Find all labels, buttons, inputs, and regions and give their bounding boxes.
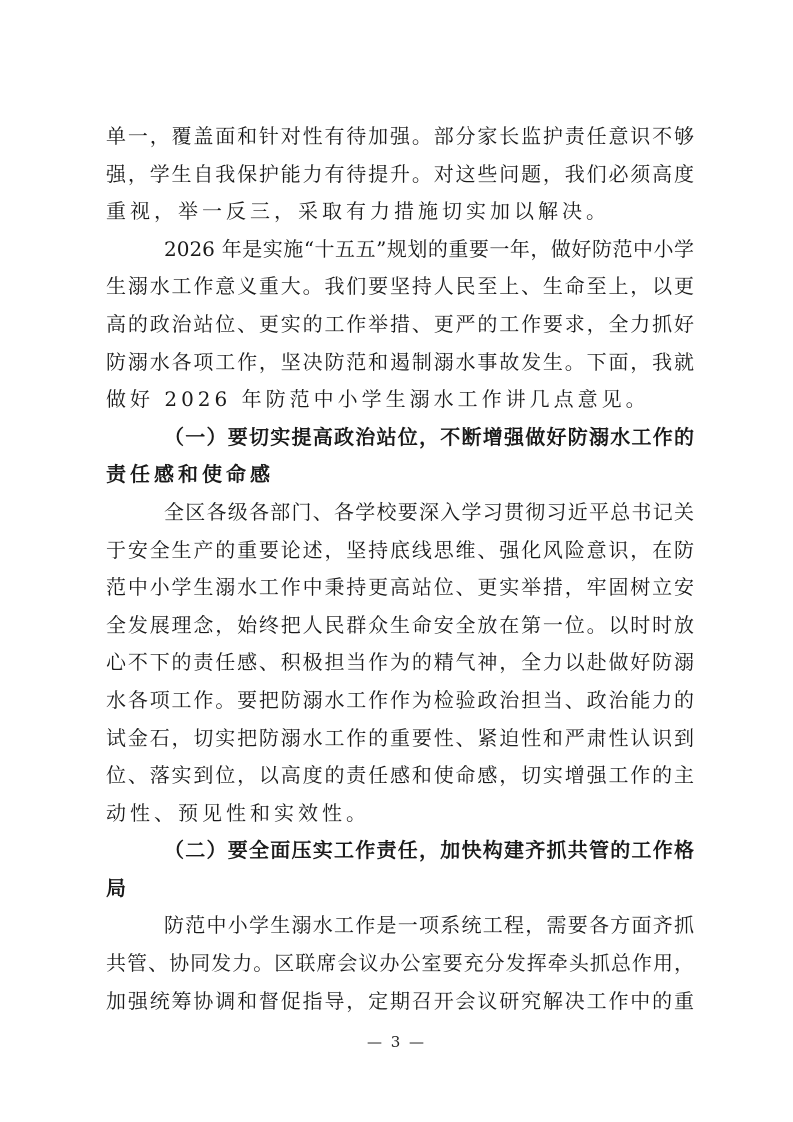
text-line: （一）要切实提高政治站位，不断增强做好防溺水工作的 xyxy=(164,424,694,449)
text-line: 防范中小学生溺水工作是一项系统工程，需要各方面齐抓 xyxy=(164,913,694,938)
text-line: 重视，举一反三，采取有力措施切实加以解决。 xyxy=(106,199,610,224)
document-body xyxy=(106,118,694,1020)
text-line: 强，学生自我保护能力有待提升。对这些问题，我们必须高度 xyxy=(106,161,694,186)
page-number: — 3 — xyxy=(366,1033,427,1051)
text-line: 2026 年是实施“十五五”规划的重要一年，做好防范中小学 xyxy=(164,236,694,261)
paragraph xyxy=(106,907,694,1020)
paragraph xyxy=(106,118,694,231)
paragraph xyxy=(106,494,694,832)
text-line: 全区各级各部门、各学校要深入学习贯彻习近平总书记关 xyxy=(164,499,694,524)
text-line: 水各项工作。要把防溺水工作作为检验政治担当、政治能力的 xyxy=(106,687,694,712)
text-line: 加强统筹协调和督促指导，定期召开会议研究解决工作中的重 xyxy=(106,988,694,1013)
text-line: 做好 2026 年防范中小学生溺水工作讲几点意见。 xyxy=(106,387,650,412)
text-line: 位、落实到位，以高度的责任感和使命感，切实增强工作的主 xyxy=(106,763,694,788)
text-line: 共管、协同发力。区联席会议办公室要充分发挥牵头抓总作用， xyxy=(106,951,694,976)
text-line: 范中小学生溺水工作中秉持更高站位、更实举措，牢固树立安 xyxy=(106,575,694,600)
text-line: 生溺水工作意义重大。我们要坚持人民至上、生命至上，以更 xyxy=(106,274,694,299)
text-line: 局 xyxy=(106,875,130,900)
text-line: 于安全生产的重要论述，坚持底线思维、强化风险意识，在防 xyxy=(106,537,694,562)
text-line: 高的政治站位、更实的工作举措、更严的工作要求，全力抓好 xyxy=(106,311,694,336)
section-heading xyxy=(106,832,694,907)
text-line: 责任感和使命感 xyxy=(106,462,274,487)
text-line: 试金石，切实把防溺水工作的重要性、紧迫性和严肃性认识到 xyxy=(106,725,694,750)
text-line: （二）要全面压实工作责任，加快构建齐抓共管的工作格 xyxy=(164,838,694,863)
text-line: 心不下的责任感、积极担当作为的精气神，全力以赴做好防溺 xyxy=(106,650,694,675)
paragraph xyxy=(106,231,694,419)
text-line: 全发展理念，始终把人民群众生命安全放在第一位。以时时放 xyxy=(106,612,694,637)
text-line: 防溺水各项工作，坚决防范和遏制溺水事故发生。下面，我就 xyxy=(106,349,694,374)
text-line: 动性、预见性和实效性。 xyxy=(106,800,370,825)
section-heading xyxy=(106,419,694,494)
text-line: 单一，覆盖面和针对性有待加强。部分家长监护责任意识不够 xyxy=(106,124,694,148)
